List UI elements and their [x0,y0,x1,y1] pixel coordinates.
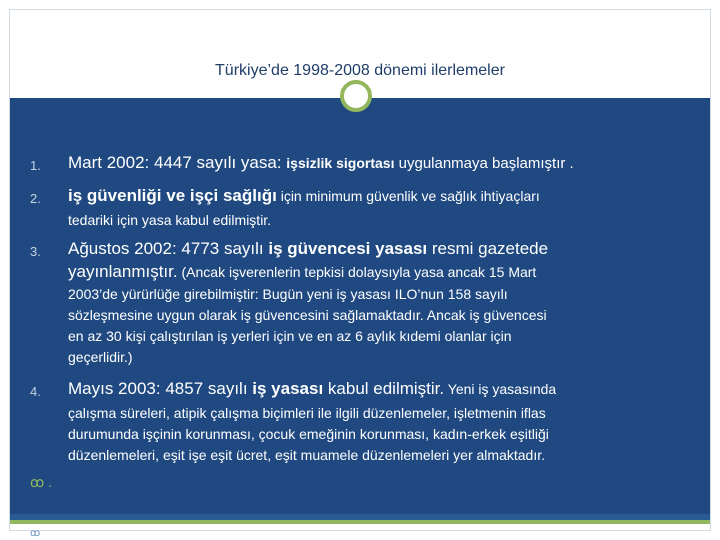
item-continuation: en az 30 kişi çalıştırılan iş yerleri için ve en az 6 aylık kıdemi olanlar için [68,328,512,344]
item-continuation: geçerlidir.) [68,349,133,365]
item-text: Mayıs 2003: 4857 sayılı [68,379,253,398]
item-text: kabul edilmiştir. [323,379,445,398]
item-text-bold: işsizlik sigortası [286,155,395,171]
item-text: Mart 2002: 4447 sayılı yasa: [68,153,287,172]
bullet-icon: ꝏ [30,528,41,539]
item-continuation: tedariki için yasa kabul edilmiştir. [68,212,272,228]
item-text: (Ancak işverenlerin tepkisi dolaysıyla yasa ancak 15 Mart [177,264,537,280]
item-continuation: 2003’de yürürlüğe girebilmiştir: Bugün yeni iş yasası ILO’nun 158 sayılı [68,286,508,302]
item-text: uygulanmaya başlamıştır . [394,155,574,172]
item-number: 2. [30,191,41,206]
item-number: 4. [30,384,41,399]
bullet-icon: ꝏ . [30,474,53,490]
item-text: için minimum güvenlik ve sağlık ihtiyaçları [276,188,540,204]
item-text-bold: iş yasası [252,379,324,398]
item-text: resmi gazetede [427,239,549,258]
slide-title: Türkiye’de 1998-2008 dönemi ilerlemeler [215,62,505,79]
item-number: 3. [30,244,41,259]
item-text-bold: iş güvenliği ve işçi sağlığı [68,186,277,205]
item-text: yayınlanmıştır. [68,262,178,281]
item-continuation: çalışma süreleri, atipik çalışma biçimleri ile ilgili düzenlemeler, işletmenin iflas [68,405,546,421]
item-continuation: düzenlemeleri, eşit işe eşit ücret, eşit muamele düzenlemeleri yer almaktadır. [68,447,545,463]
item-number: 1. [30,158,41,173]
circle-ornament-icon [340,80,372,112]
item-continuation: durumunda işçinin korunması, çocuk emeğinin korunması, kadın-erkek eşitliği [68,426,549,442]
item-text: Ağustos 2002: 4773 sayılı [68,239,269,258]
item-text-bold: iş güvencesi yasası [268,239,428,258]
item-continuation: sözleşmesine uygun olarak iş güvencesini sağlamaktadır. Ancak iş güvencesi [68,307,547,323]
item-text: Yeni iş yasasında [444,381,557,397]
